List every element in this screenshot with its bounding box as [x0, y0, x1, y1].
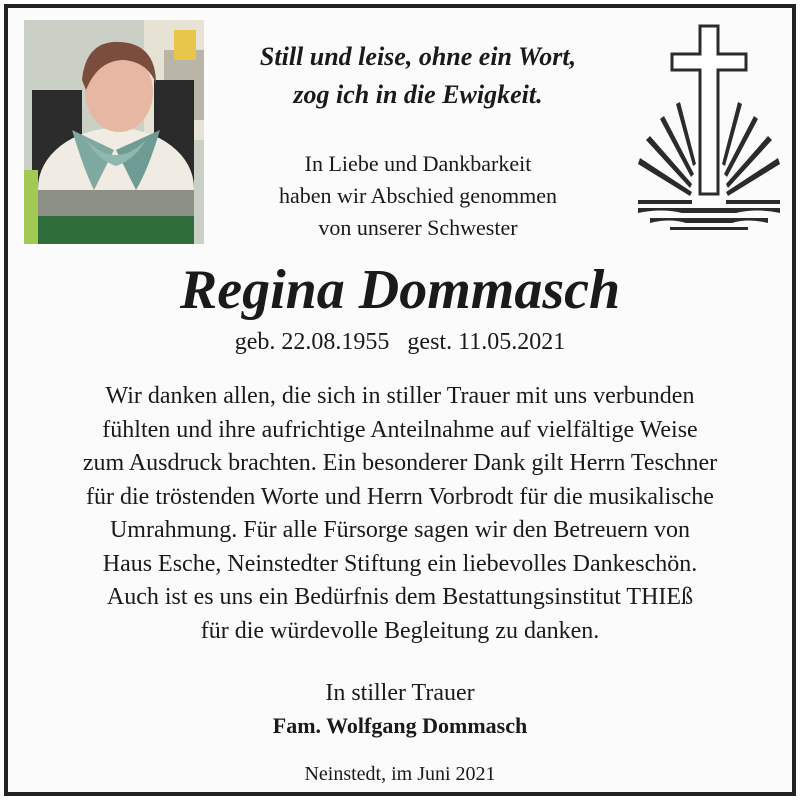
- deceased-name: Regina Dommasch: [179, 259, 621, 321]
- intro-line-1: In Liebe und Dankbarkeit: [304, 151, 532, 176]
- intro-line-2: haben wir Abschied genommen: [279, 183, 557, 208]
- family-signature: Fam. Wolfgang Dommasch: [272, 713, 528, 738]
- motto-line-2: zog ich in die Ewigkeit.: [293, 80, 543, 109]
- body-line: für die tröstenden Worte und Herrn Vorbrodt für die musikalische: [86, 483, 714, 510]
- intro-line-3: von unserer Schwester: [318, 215, 518, 240]
- intro-text: [208, 148, 628, 244]
- body-line: Wir danken allen, die sich in stiller Trauer mit uns verbunden: [105, 383, 695, 409]
- body-line: Umrahmung. Für alle Fürsorge sagen wir den Betreuern von: [109, 517, 691, 543]
- body-line: fühlten und ihre aufrichtige Anteilnahme auf vielfältige Weise: [102, 416, 698, 443]
- body-line: für die würdevolle Begleitung zu danken.: [200, 617, 600, 644]
- closing-label: In stiller Trauer: [325, 680, 475, 706]
- motto-line-1: Still und leise, ohne ein Wort,: [259, 42, 577, 71]
- body-line: Haus Esche, Neinstedter Stiftung ein liebevolles Dankeschön.: [102, 550, 698, 577]
- obituary-notice: [4, 4, 796, 796]
- motto-verse: [208, 38, 628, 114]
- cross-sunrise-icon: [636, 24, 782, 230]
- life-dates: geb. 22.08.1955 gest. 11.05.2021: [234, 329, 566, 355]
- place-date: Neinstedt, im Juni 2021: [304, 763, 496, 785]
- portrait-photo: [24, 20, 204, 244]
- body-line: zum Ausdruck brachten. Ein besonderer Dank gilt Herrn Teschner: [82, 450, 718, 476]
- body-line: Auch ist es uns ein Bedürfnis dem Bestattungsinstitut THIEß: [106, 584, 694, 610]
- thanks-paragraph: [8, 380, 792, 648]
